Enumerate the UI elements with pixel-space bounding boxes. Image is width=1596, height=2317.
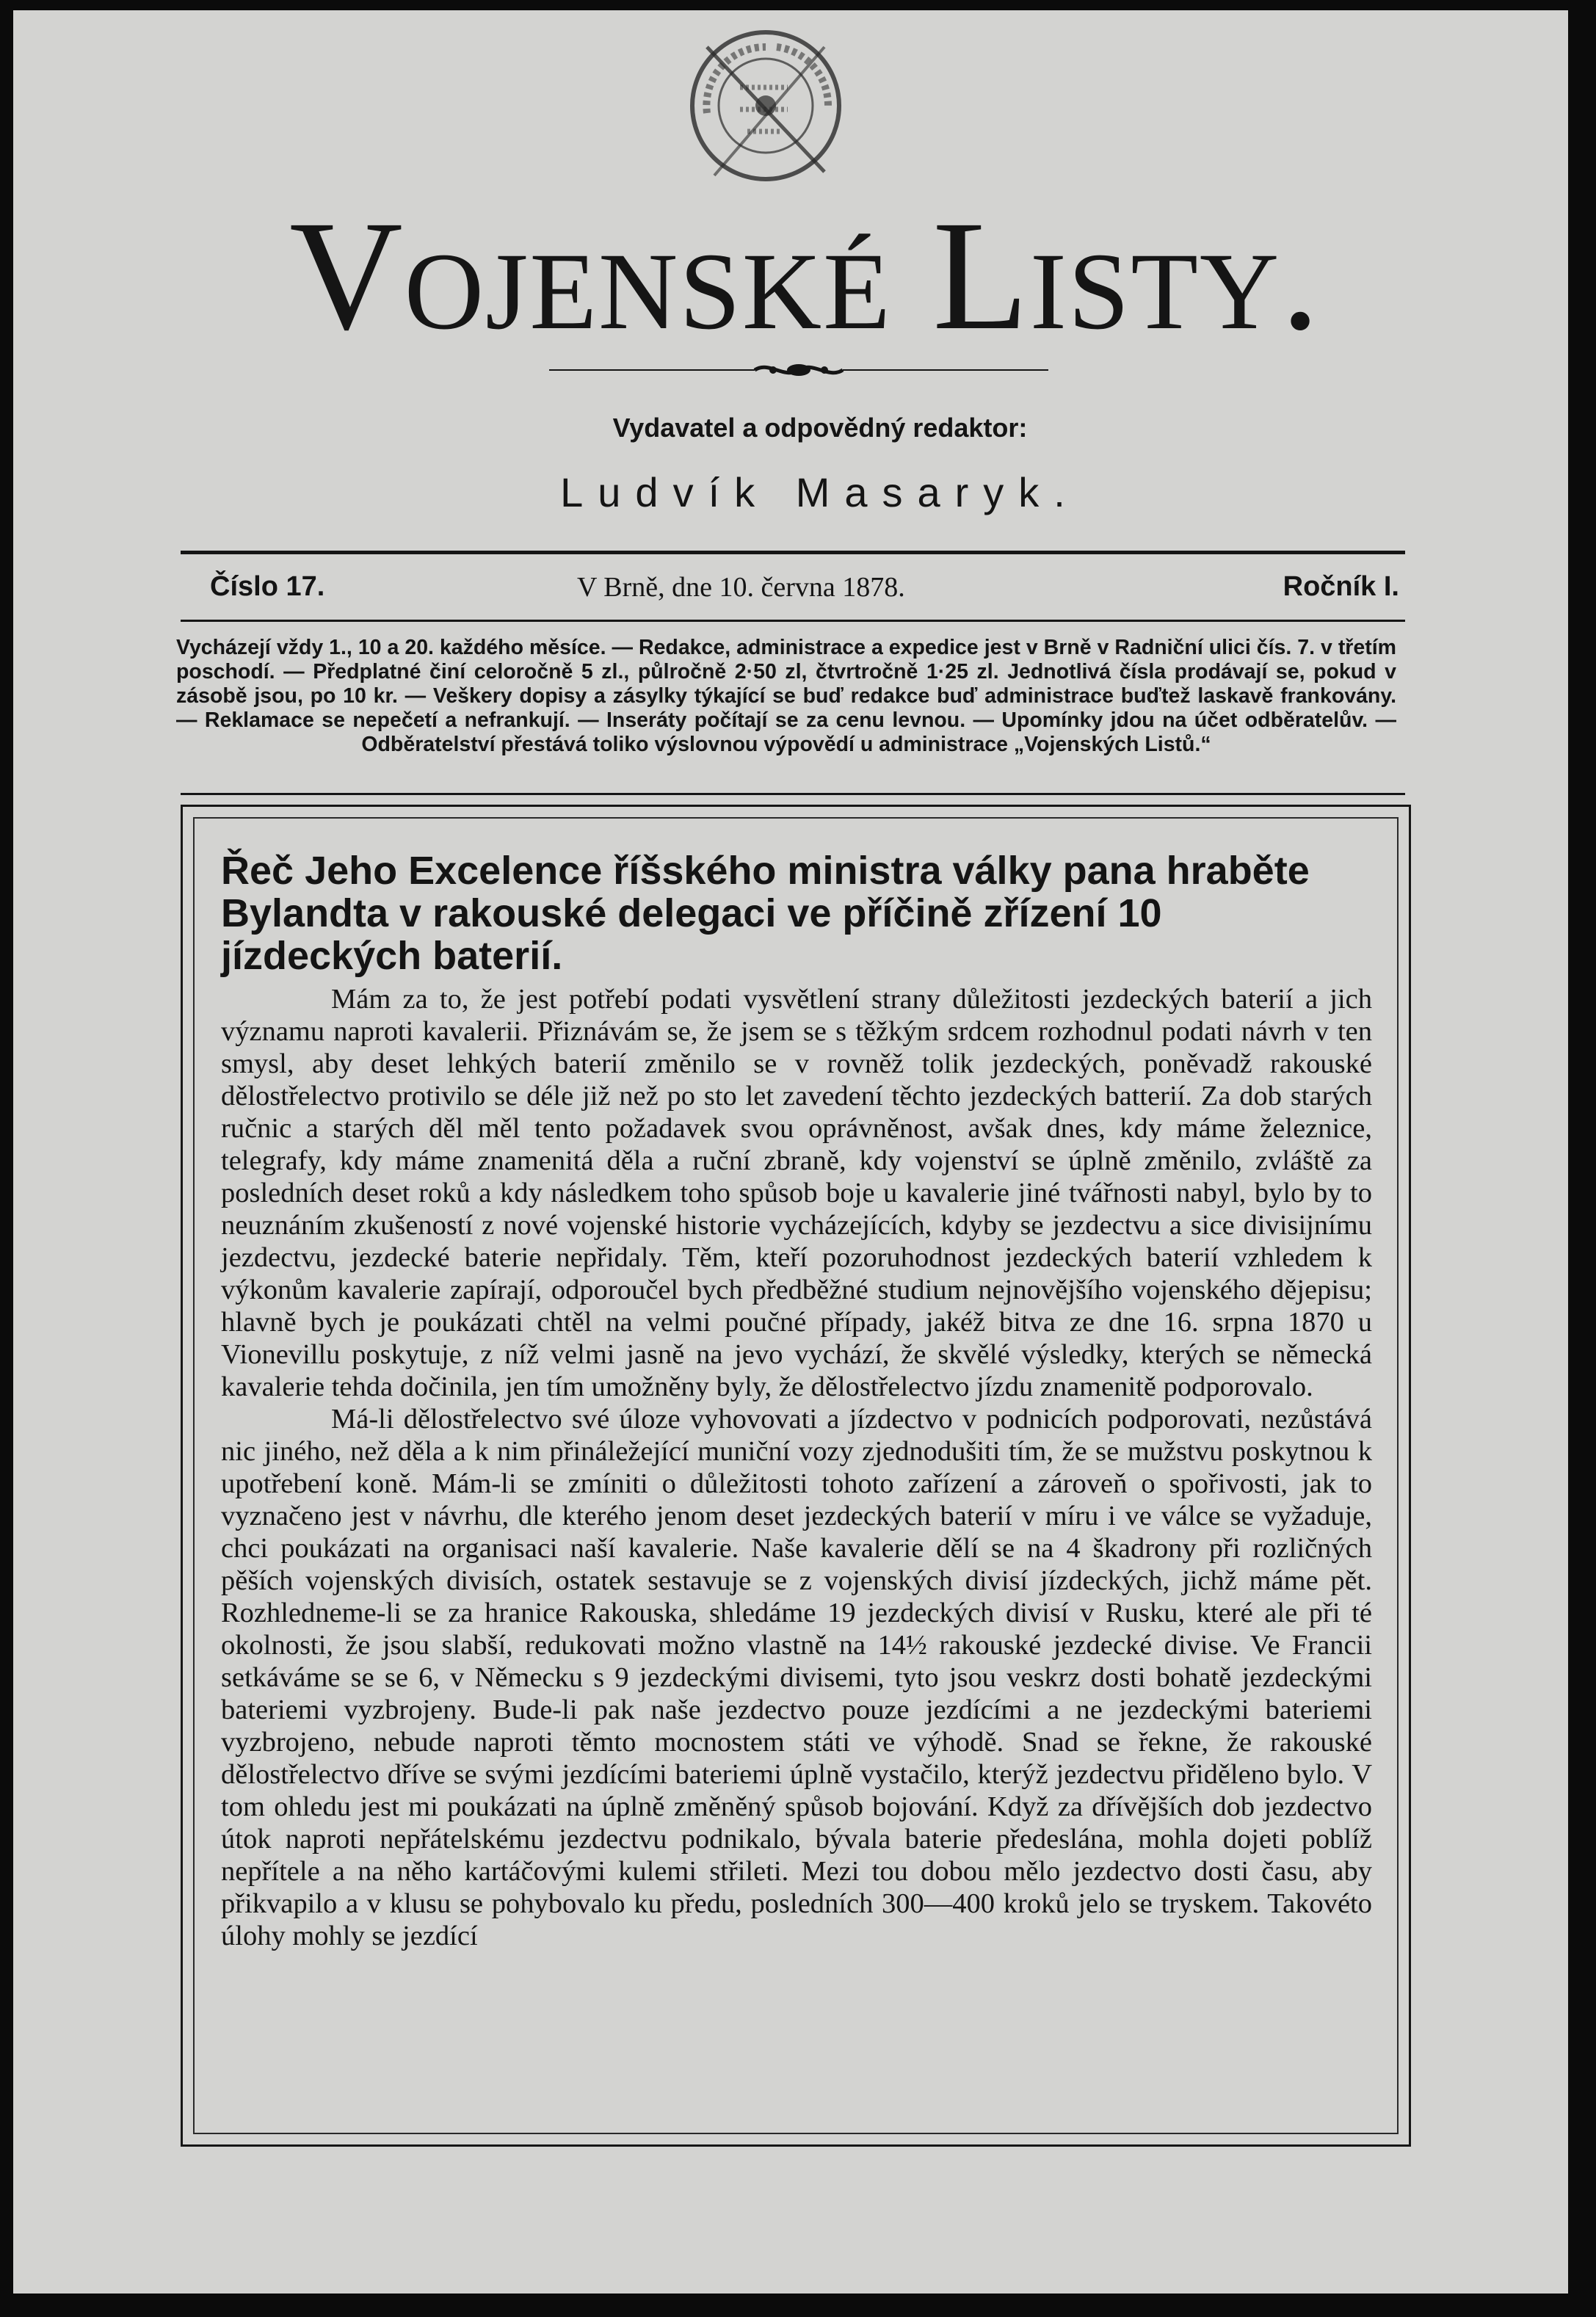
- ornament-divider-icon: [549, 359, 1048, 381]
- issue-number: Číslo 17.: [210, 571, 325, 602]
- article-paragraph: Má-li dělostřelectvo své úloze vyhovovati a jízdectvo v podnicích podporovati, nezůstává nic jiného, než děla a k nim přináležející muniční vozy zjednodušiti tím, že se mužstvu poskytnou k upotřebení koně. Mám-li se zmíniti o důležitosti tohoto zařízení a zároveň o spořivosti, jak to vyznačeno jest v návrhu, dle kterého jenom deset jezdeckých baterií v míru i ve válce se vyžaduje, chci poukázati na organisaci naší kavalerie. Naše kavalerie dělí se na 4 škadrony při rozličných pěších vojenských divisích, ostatek sestavuje se z vojenských divisí jízdeckých, jichž máme pět. Rozhledneme-li se za hranice Rakouska, shledáme 19 jezdeckých divisí v Rusku, které ale při té okolnosti, že jsou slabší, redukovati možno vlastně na 14½ rakouské jezdecké divise. Ve Francii setkáváme se se 6, v Německu s 9 jezdeckými divisemi, tyto jsou veskrz dosti bohatě jezdeckými bateriemi vyzbrojeny. Bude-li pak naše jezdectvo pouze jezdícími a ne jezdeckými bateriemi vyzbrojeno, nebude naproti těmto mocnostem státi ve výhodě. Snad se řekne, že rakouské dělostřelectvo dříve se svými jezdícími bateriemi úplně vystačilo, kterýž jezdectvu přiděleno bylo. V tom ohledu jest mi poukázati na úplně změněný spůsob bojování. Když za dřívějších dob jezdectvo útok naproti nepřátelskému jezdectvu podnikalo, bývala baterie předeslána, mohla dojeti poblíž nepřítele a na něho kartáčovými kulemi střileti. Mezi tou dobou mělo jezdectvo dosti času, aby přikvapilo a v klusu se pohybovalo ku předu, posledních 300—400 kroků jelo se tryskem. Takovéto úlohy mohly se jezdící: [221, 1404, 1372, 1951]
- library-stamp-icon: [678, 18, 854, 194]
- header-rule-bottom: [181, 620, 1405, 622]
- article-body: [221, 983, 1372, 1952]
- editor-name: Ludvík Masaryk.: [560, 469, 1080, 515]
- masthead-title: Vojenské Listy.: [289, 189, 1321, 363]
- header-rule-top: [181, 551, 1405, 554]
- subscription-notice-text: Vycházejí vždy 1., 10 a 20. každého měsíce. — Redakce, administrace a expedice jest v Brně v Radniční ulici čís. 7. v třetím poschodí. — Předplatné činí celoročně 5 zl., půlročně 2·50 zl, čtvrtročně 1·25 zl. Jednotlivá čísla prodávají se, pokud v zásobě jsou, po 10 kr. — Veškery dopisy a zásylky týkající se buď redakce buď administrace buďtež laskavě frankovány. — Reklamace se nepečetí a nefrankují. — Inseráty počítají se za cenu levnou. — Upomínky jdou na účet odběratelův. — Odběratelství přestává toliko výslovnou výpovědí u administrace „Vojenských Listů.“: [176, 636, 1396, 756]
- newspaper-page: [13, 10, 1568, 2294]
- issue-place-date: V Brně, dne 10. června 1878.: [577, 572, 905, 603]
- subscription-notice: [176, 636, 1396, 757]
- article-headline: Řeč Jeho Excelence říšského ministra války pana hraběte Bylandta v rakouské delegaci ve příčině zřízení 10 jízdeckých baterií.: [221, 849, 1310, 978]
- issue-line: [210, 571, 1399, 615]
- issue-volume: Ročník I.: [1283, 571, 1399, 602]
- article-paragraph: Mám za to, že jest potřebí podati vysvětlení strany důležitosti jezdeckých baterií a jich významu naproti kavalerii. Přiznávám se, že jsem se s těžkým srdcem rozhodnul podati návrh v ten smysl, aby deset lehkých baterií změnilo se v rovněž tolik jezdeckých, poněvadž rakouské dělostřelectvo protivilo se déle již než po sto let zavedení těchto jezdeckých batterií. Za dob starých ručnic a starých děl měl tento požadavek svou oprávněnost, avšak dnes, kdy máme železnice, telegrafy, kdy máme znamenitá děla a ruční zbraně, kdy vojenství se úplně změnilo, zvláště za posledních deset roků a kdy následkem toho spůsob boje u kavalerie jiné tvářnosti nabyl, bylo by to neuznáním zkušeností z nové vojenské historie vycházejících, kdyby se jezdectvu a sice divisijnímu jezdectvu, jezdecké baterie nepřidaly. Těm, kteří pozoruhodnost jezdeckých baterií vzhledem k výkonům kavalerie zapírají, odporoučel bych předběžné studium nejnovějšího vojenského dějepisu; hlavně bych je poukázati chtěl na velmi poučné případy, jakéž bitva ze dne 16. srpna 1870 u Vionevillu poskytuje, z níž velmi jasně na jevo vychází, že skvělé výsledky, kterých se německá kavalerie tehda dočinila, jen tím umožněny byly, že dělostřelectvo jízdu znamenitě podporovalo.: [221, 984, 1372, 1402]
- publisher-label: Vydavatel a odpovědný redaktor:: [612, 413, 1028, 443]
- article-frame: [181, 805, 1411, 2147]
- notice-rule: [181, 793, 1405, 795]
